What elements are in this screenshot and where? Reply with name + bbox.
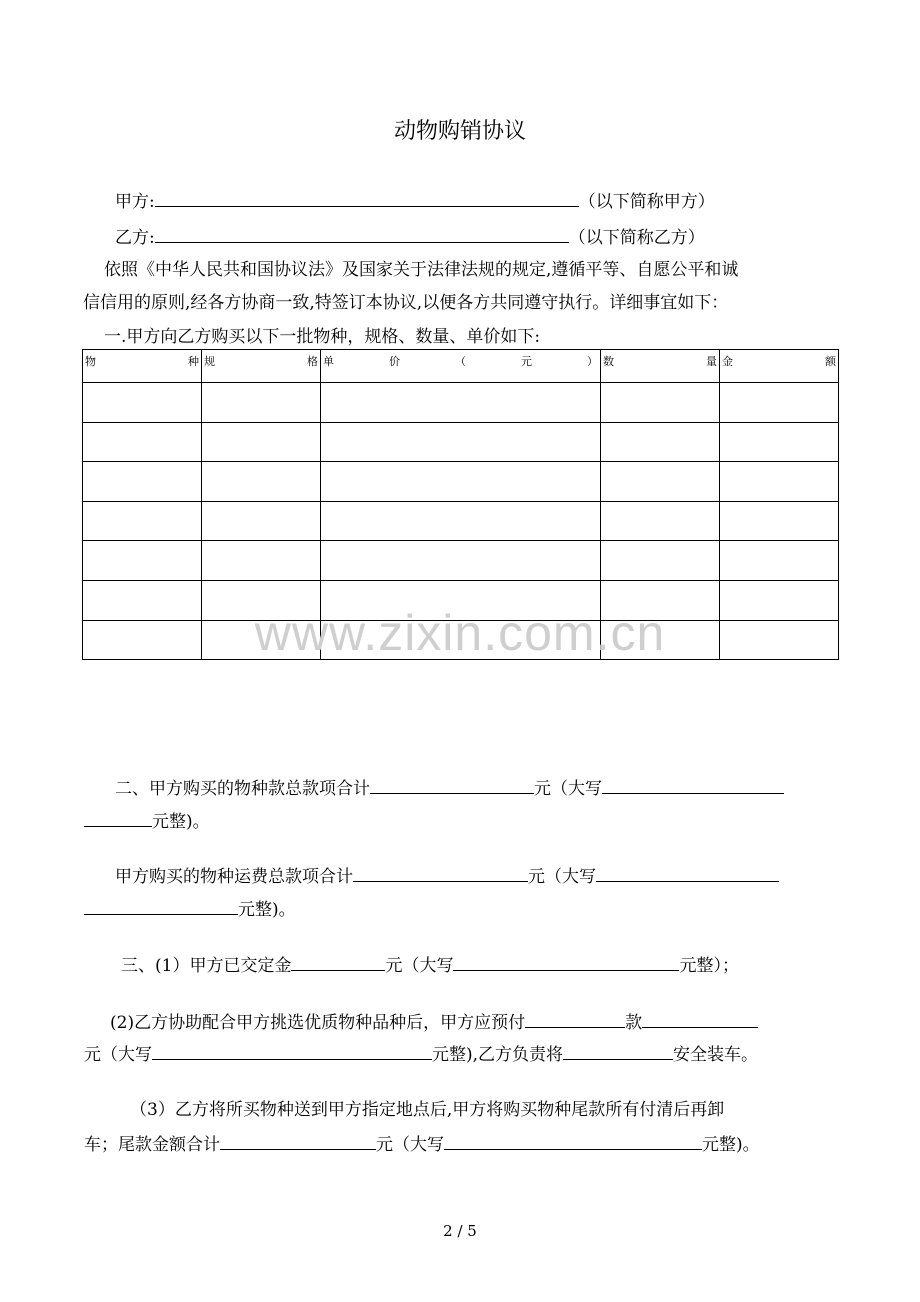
deposit-words-blank — [453, 953, 679, 971]
table-cell[interactable] — [321, 501, 601, 541]
table-cell[interactable] — [83, 501, 202, 541]
freight-total-words-blank — [596, 864, 779, 882]
table-row — [83, 383, 839, 423]
table-cell[interactable] — [601, 501, 720, 541]
party-a-line — [115, 189, 715, 213]
party-b-suffix: （以下简称乙方） — [568, 228, 705, 248]
balance-words-blank — [444, 1132, 702, 1150]
header-quantity: 数 量 — [601, 350, 720, 383]
party-b-line — [115, 225, 705, 249]
table-cell[interactable] — [720, 422, 839, 462]
section2-line-4: 元整)。 — [84, 897, 296, 921]
party-b-blank — [155, 225, 569, 243]
header-spec: 规 格 — [202, 350, 321, 383]
section1-heading: 一.甲方向乙方购买以下一批物种，规格、数量、单价如下: — [104, 327, 541, 347]
freight-total-blank — [353, 864, 528, 882]
table-cell[interactable] — [321, 422, 601, 462]
table-cell[interactable] — [202, 383, 321, 423]
table-cell[interactable] — [83, 422, 202, 462]
header-unit-price: 单 价 （ 元 ） — [321, 350, 601, 383]
table-cell[interactable] — [720, 462, 839, 502]
table-cell[interactable] — [321, 383, 601, 423]
goods-total-words-blank-2 — [84, 809, 152, 827]
prepay-blank — [525, 1010, 625, 1028]
table-row — [83, 422, 839, 462]
table-cell[interactable] — [720, 501, 839, 541]
table-cell[interactable] — [601, 462, 720, 502]
section2-line-2: 元整)。 — [84, 809, 210, 833]
intro-line-2: 信信用的原则,经各方协商一致,特签订本协议,以便各方共同遵守执行。详细事宜如下： — [83, 293, 729, 313]
section2-line-1: 二、甲方购买的物种款总款项合计 元（大写 — [115, 776, 784, 800]
prepay-amount-blank — [642, 1010, 758, 1028]
party-a-suffix: （以下简称甲方） — [578, 192, 715, 212]
table-cell[interactable] — [202, 462, 321, 502]
table-cell[interactable] — [601, 422, 720, 462]
header-species: 物 种 — [83, 350, 202, 383]
table-cell[interactable] — [202, 422, 321, 462]
table-header-row — [83, 350, 839, 383]
table-cell[interactable] — [720, 383, 839, 423]
section3-p1: 三、(1）甲方已交定金 元（大写 元整）； — [121, 953, 739, 977]
table-cell[interactable] — [202, 541, 321, 581]
document-title: 动物购销协议 — [393, 119, 526, 144]
table-cell[interactable] — [321, 462, 601, 502]
section3-p2-line-2: 元（大写 元整),乙方负责将 安全装车。 — [84, 1042, 758, 1066]
intro-line-1: 依照《中华人民共和国协议法》及国家关于法律法规的规定,遵循平等、自愿公平和诚 — [104, 260, 739, 280]
table-row — [83, 462, 839, 502]
watermark: www.zixin.com.cn — [254, 605, 666, 661]
deposit-blank — [291, 953, 385, 971]
prepay-words-blank — [152, 1042, 432, 1060]
party-a-blank — [155, 189, 579, 207]
table-cell[interactable] — [83, 383, 202, 423]
table-cell[interactable] — [720, 541, 839, 581]
table-cell[interactable] — [321, 541, 601, 581]
freight-total-words-blank-2 — [84, 897, 238, 915]
party-b-label: 乙方: — [115, 228, 155, 248]
loading-blank — [563, 1042, 673, 1060]
table-cell[interactable] — [83, 541, 202, 581]
section3-p3-line-1: （3）乙方将所买物种送到甲方指定地点后,甲方将购买物种尾款所有付清后再卸 — [130, 1100, 725, 1120]
table-cell[interactable] — [202, 501, 321, 541]
section3-p2-line-1: (2)乙方协助配合甲方挑选优质物种品种后，甲方应预付 款 — [110, 1010, 758, 1034]
goods-total-blank — [370, 776, 534, 794]
table-row — [83, 501, 839, 541]
section3-p3-line-2: 车；尾款金额合计 元（大写 元整)。 — [84, 1132, 760, 1156]
table-cell[interactable] — [601, 383, 720, 423]
section2-line-3: 甲方购买的物种运费总款项合计 元（大写 — [115, 864, 779, 888]
table-cell[interactable] — [83, 462, 202, 502]
header-amount: 金 额 — [720, 350, 839, 383]
goods-total-words-blank — [602, 776, 784, 794]
table-row — [83, 541, 839, 581]
balance-blank — [220, 1132, 376, 1150]
party-a-label: 甲方: — [115, 192, 155, 212]
table-cell[interactable] — [601, 541, 720, 581]
page-number: 2 / 5 — [443, 1222, 477, 1240]
